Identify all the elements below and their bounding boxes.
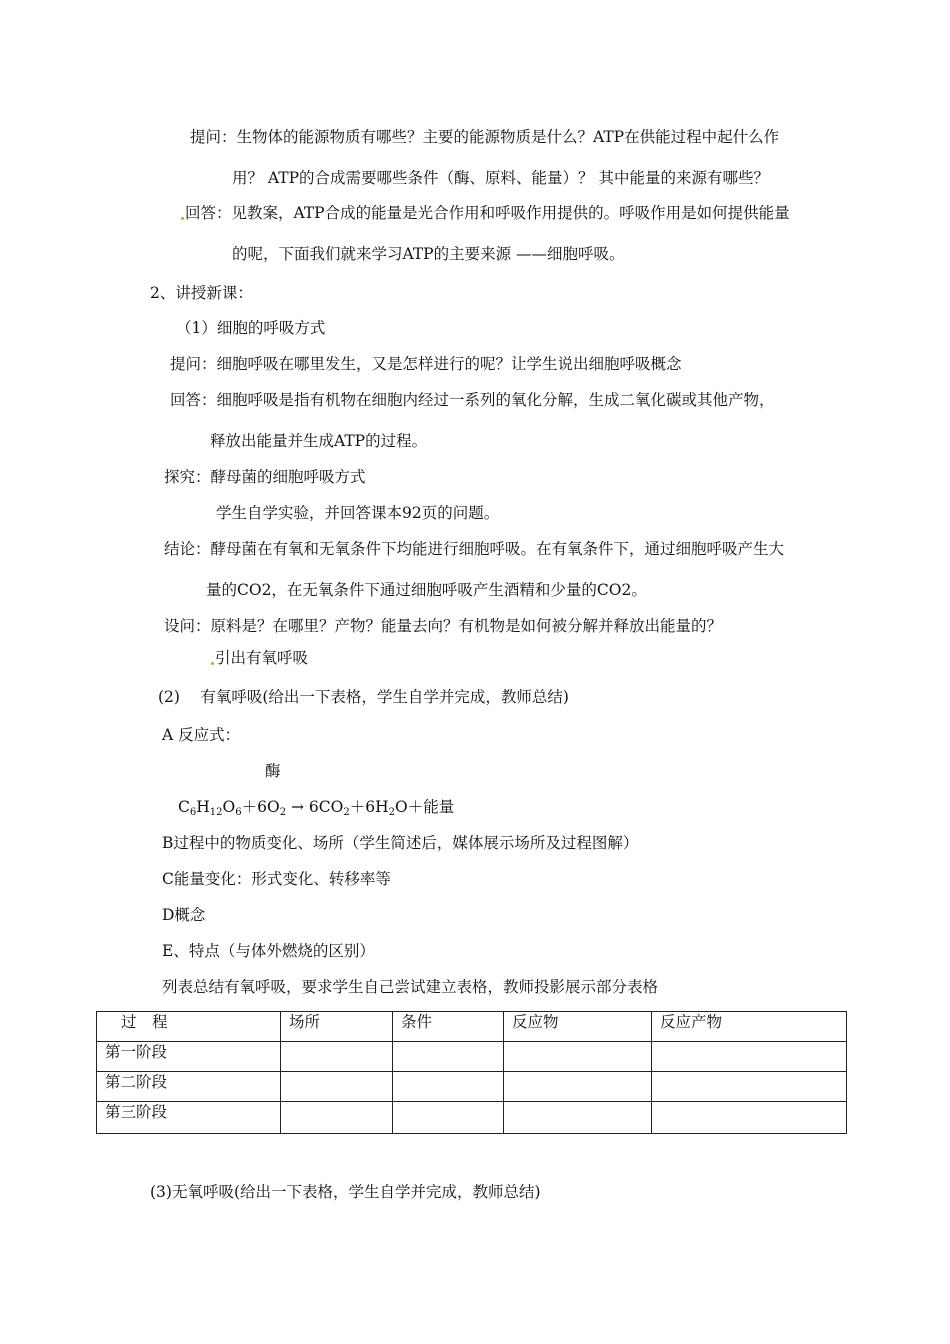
item-e-features: E、特点（与体外燃烧的区别） (162, 942, 375, 960)
stage-label: 第二阶段 (97, 1072, 281, 1102)
table-cell (393, 1072, 504, 1102)
table-cell (393, 1042, 504, 1072)
subheading-anaerobic: (3)无氧呼吸(给出一下表格，学生自学并完成，教师总结) (150, 1183, 541, 1201)
table-cell (281, 1072, 393, 1102)
question-cell-respiration: 提问：细胞呼吸在哪里发生，又是怎样进行的呢？让学生说出细胞呼吸概念 (170, 355, 682, 373)
header-condition: 条件 (393, 1012, 504, 1042)
table-cell (504, 1042, 652, 1072)
question-energy-sources: 提问：生物体的能源物质有哪些？主要的能源物质是什么？ATP在供能过程中起什么作 (190, 128, 780, 146)
header-product: 反应产物 (652, 1012, 847, 1042)
table-cell (652, 1072, 847, 1102)
header-process: 过 程 (97, 1012, 281, 1042)
stage-label: 第一阶段 (97, 1042, 281, 1072)
aerobic-stage-table (96, 1011, 847, 1134)
conclusion-yeast: 结论：酵母菌在有氧和无氧条件下均能进行细胞呼吸。在有氧条件下，通过细胞呼吸产生大 (164, 540, 785, 558)
set-question: 设问：原料是？在哪里？产物？能量去向？有机物是如何被分解并释放出能量的？ (164, 617, 723, 635)
chemical-equation: $C_6H_{12}O_6+6O_2 \to 6CO_2+6H_2O+$能量 (178, 798, 455, 818)
conclusion-yeast-cont: 量的CO2，在无氧条件下通过细胞呼吸产生酒精和少量的CO2。 (206, 581, 647, 599)
table-cell (504, 1102, 652, 1134)
table-cell (504, 1072, 652, 1102)
table-cell (281, 1102, 393, 1134)
explore-yeast: 探究：酵母菌的细胞呼吸方式 (164, 468, 366, 486)
enzyme-label: 酶 (265, 762, 281, 780)
table-row (97, 1072, 847, 1102)
summary-instruction: 列表总结有氧呼吸，要求学生自己尝试建立表格，教师投影展示部分表格 (162, 978, 659, 996)
question-energy-sources-cont: 用？ ATP的合成需要哪些条件（酶、原料、能量）？ 其中能量的来源有哪些？ (232, 169, 769, 187)
table-cell (281, 1042, 393, 1072)
header-location: 场所 (281, 1012, 393, 1042)
item-d-concept: D概念 (162, 906, 206, 924)
subheading-respiration-mode: （1）细胞的呼吸方式 (176, 319, 326, 337)
table-cell (652, 1102, 847, 1134)
table-row (97, 1102, 847, 1134)
table-cell (652, 1042, 847, 1072)
section-heading-new-lesson: 2、讲授新课： (150, 284, 253, 302)
header-reactant: 反应物 (504, 1012, 652, 1042)
answer-atp-cont: 的呢，下面我们就来学习ATP的主要来源 ——细胞呼吸。 (232, 245, 625, 263)
self-study-note: 学生自学实验，并回答课本92页的问题。 (216, 504, 500, 522)
subheading-aerobic: (2) 有氧呼吸(给出一下表格，学生自学并完成，教师总结) (158, 688, 569, 706)
marker-dot (211, 662, 214, 665)
item-c-energy: C能量变化：形式变化、转移率等 (162, 870, 391, 888)
item-a-equation: A 反应式： (162, 726, 241, 744)
stage-label: 第三阶段 (97, 1102, 281, 1134)
answer-atp: 回答：见教案，ATP合成的能量是光合作用和呼吸作用提供的。呼吸作用是如何提供能量 (180, 203, 790, 223)
table-cell (393, 1102, 504, 1134)
answer-cell-respiration-cont: 释放出能量并生成ATP的过程。 (210, 432, 428, 450)
table-row (97, 1042, 847, 1072)
marker-dot (181, 217, 184, 220)
item-b-process: B过程中的物质变化、场所（学生简述后，媒体展示场所及过程图解） (162, 834, 639, 852)
lead-aerobic: 引出有氧呼吸 (210, 648, 308, 668)
answer-cell-respiration: 回答：细胞呼吸是指有机物在细胞内经过一系列的氧化分解，生成二氧化碳或其他产物， (170, 391, 775, 409)
table-header-row (97, 1012, 847, 1042)
